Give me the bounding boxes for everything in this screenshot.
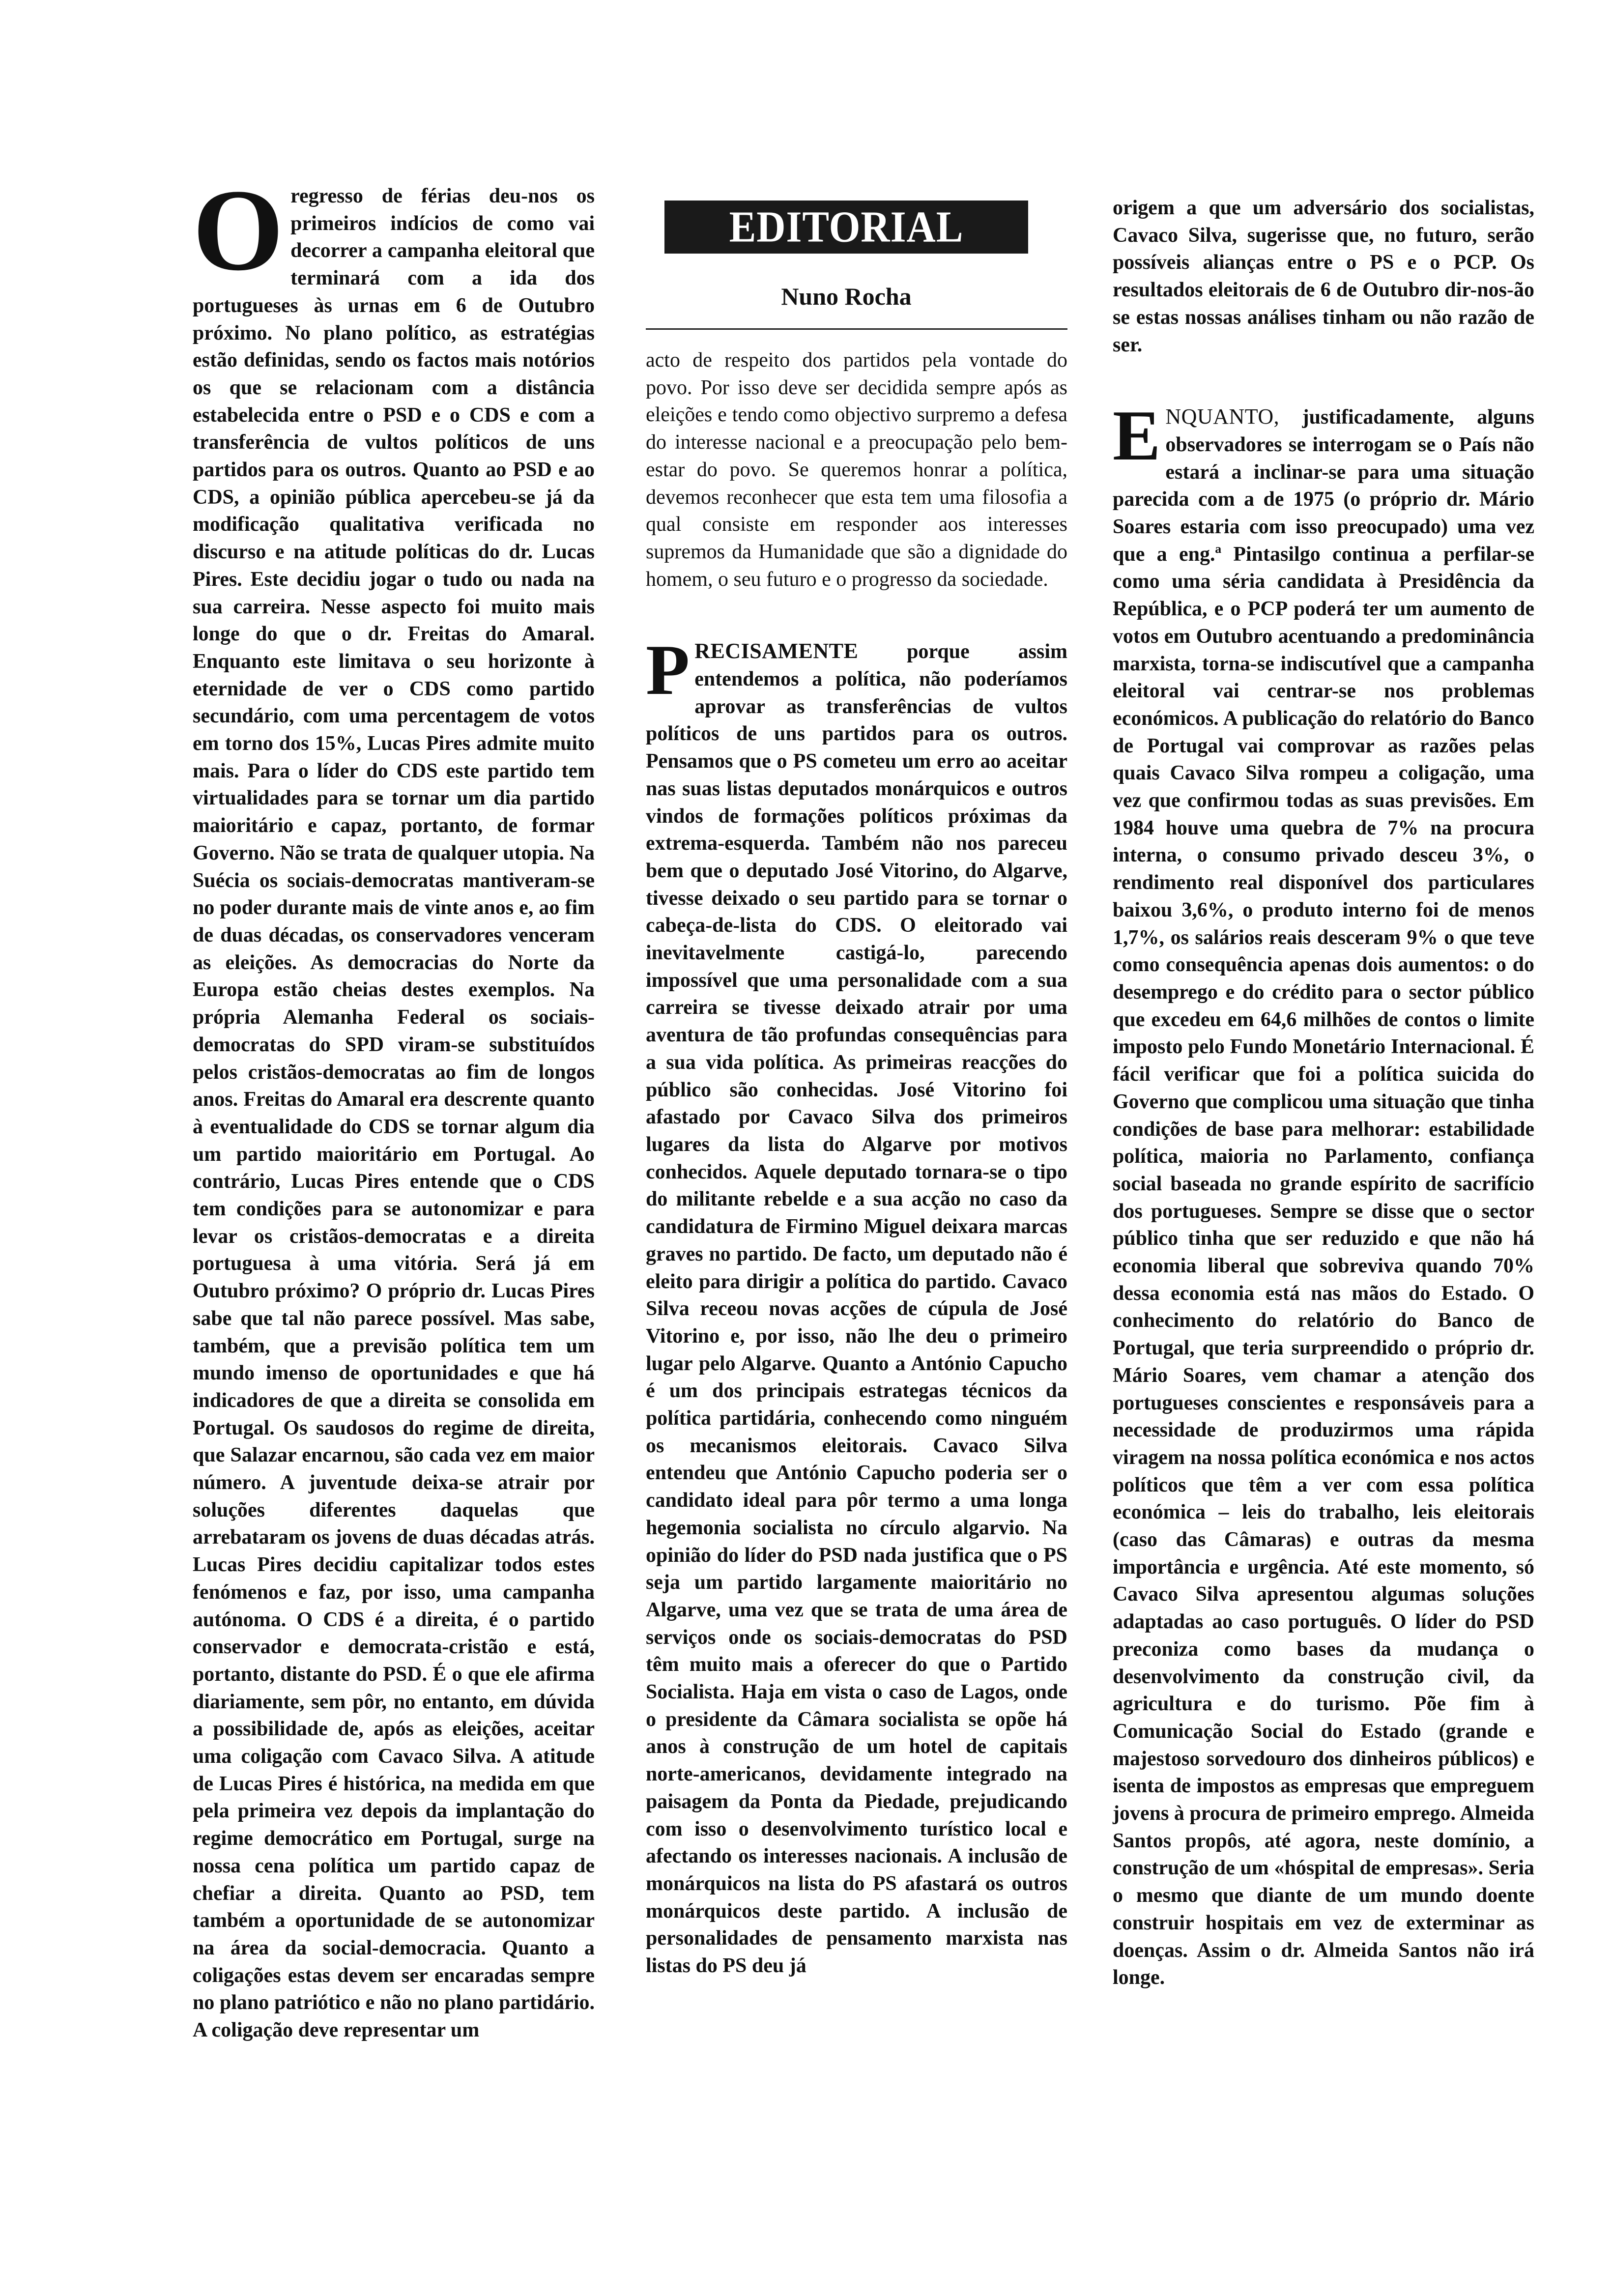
drop-cap: P [646, 630, 690, 710]
opening-paragraph [193, 166, 595, 2044]
drop-cap: O [193, 166, 284, 295]
article-column-1 [193, 166, 595, 2044]
paragraph-text: porque assim entendemos a política, não poderíamos aprovar as transferências de vultos políticos de uns partidos para os outros. Pensamos que o PS cometeu um erro ao aceitar nas suas listas deputados monárquicos e outros vindos de formações políticos próximas da extrema-esquerda. Também não nos pareceu bem que o deputado José Vitorino, do Algarve, tivesse deixado o seu partido para se tornar o cabeça-de-lista do CDS. O eleitorado vai inevitavelmente castigá-lo, parecendo impossível que uma personalidade com a sua carreira se tivesse deixado atrair por uma aventura de tão profundas consequências para a sua vida política. As primeiras reacções do público são conhecidas. José Vitorino foi afastado por Cavaco Silva dos primeiros lugares da lista do Algarve por motivos conhecidos. Aquele deputado tornara-se o tipo do militante rebelde e a sua acção no caso da candidatura de Firmino Miguel deixara marcas graves no partido. De facto, um deputado não é eleito para dirigir a política do partido. Cavaco Silva receou novas acções de cúpula de José Vitorino e, por isso, não lhe deu o primeiro lugar pelo Algarve. Quanto a António Capucho é um dos principais estrategas técnicos da política partidária, conhecendo como ninguém os mecanismos eleitorais. Cavaco Silva entendeu que António Capucho poderia ser o candidato ideal para pôr termo a uma longa hegemonia socialista no círculo algarvio. Na opinião do líder do PSD nada justifica que o PS seja um partido largamente maioritário no Algarve, uma vez que se trata de uma área de serviços onde os sociais-democratas do PSD têm muito mais a oferecer do que o Partido Socialista. Haja em vista o caso de Lagos, onde o presidente da Câmara socialista se opõe há anos à construção de um hotel de capitais norte-americanos, devidamente integrado na paisagem da Ponta da Piedade, prejudicando com isso o desenvolvimento turístico local e afectando os interesses nacionais. A inclusão de monárquicos na lista do PS afastará os outros monárquicos deste partido. A inclusão de personalidades de pensamento marxista nas listas do PS deu já [646, 640, 1067, 1978]
lead-word: NQUANTO, [1165, 404, 1280, 429]
paragraph-text: justificadamente, alguns observadores se interrogam se o País não estará a inclinar-se para uma situação parecida com a de 1975 (o próprio dr. Mário Soares estaria com isso preocupado) uma vez que a eng.ª Pintasilgo continua a perfilar-se como uma séria candidata à Presidência da República, e o PCP poderá ter um aumento de votos em Outubro acentuando a predominância marxista, torna-se indiscutível que a campanha eleitoral vai centrar-se nos problemas económicos. A publicação do relatório do Banco de Portugal vai comprovar as razões pelas quais Cavaco Silva rompeu a coligação, uma vez que confirmou todas as suas previsões. Em 1984 houve uma quebra de 7% na procura interna, o consumo privado desceu 3%, o rendimento real disponível dos particulares baixou 3,6%, o produto interno foi de menos 1,7%, os salários reais desceram 9% o que teve como consequência apenas dois aumentos: o do desemprego e do crédito para o sector público que excedeu em 64,6 milhões de contos o limite imposto pelo Fundo Monetário Internacional. É fácil verificar que foi a política suicida do Governo que complicou uma situação que tinha condições de base para melhorar: estabilidade política, maioria no Parlamento, confiança social baseada no grande espírito de sacrifício dos portugueses. Sempre se disse que o sector público tinha que ser reduzido e que não há economia liberal que sobreviva quando 70% dessa economia está nas mãos do Estado. O conhecimento do relatório do Banco de Portugal, que teria surpreendido o próprio dr. Mário Soares, vem chamar a atenção dos portugueses conscientes e responsáveis para a necessidade de produzirmos uma rápida viragem na nossa política económica e nos actos políticos que têm a ver com essa política económica – leis do trabalho, leis eleitorais (caso das Câmaras) e outras da mesma importância e urgência. Até este momento, só Cavaco Silva apresentou algumas soluções adaptadas ao caso português. O líder do PSD preconiza como bases da mudança o desenvolvimento da construção civil, da agricultura e do turismo. Põe fim à Comunicação Social do Estado (grande e majestoso sorvedouro dos dinheiros públicos) e isenta de impostos as empresas que empreguem jovens à procura de primeiro emprego. Almeida Santos propôs, até agora, neste domínio, a construção de um «hóspital de empresas». Seria o mesmo que diante de um mundo doente construir hospitais em vez de exterminar as doenças. Assim o dr. Almeida Santos não irá longe. [1113, 406, 1534, 1989]
lead-word: RECISAMENTE [694, 639, 859, 663]
author-byline: Nuno Rocha [781, 283, 912, 310]
paragraph-text: regresso de férias deu-nos os primeiros indícios de como vai decorrer a campanha eleitoral que terminará com a ida dos portugueses às urnas em 6 de Outubro próximo. No plano político, as estratégias estão definidas, sendo os factos mais notórios os que se relacionam com a distância estabelecida entre o PSD e o CDS e com a transferência de vultos políticos de uns partidos para os outros. Quanto ao PSD e ao CDS, a opinião pública apercebeu-se já da modificação qualitativa verificada no discurso e na atitude políticas do dr. Lucas Pires. Este decidiu jogar o tudo ou nada na sua carreira. Nesse aspecto foi muito mais longe do que o dr. Freitas do Amaral. Enquanto este limitava o seu horizonte à eternidade de ver o CDS como partido secundário, com uma percentagem de votos em torno dos 15%, Lucas Pires admite muito mais. Para o líder do CDS este partido tem virtualidades para se tornar um dia partido maioritário e capaz, portanto, de formar Governo. Não se trata de qualquer utopia. Na Suécia os sociais-democratas mantiveram-se no poder durante mais de vinte anos e, ao fim de duas décadas, os conservadores venceram as eleições. As democracias do Norte da Europa estão cheias destes exemplos. Na própria Alemanha Federal os sociais-democratas do SPD viram-se substituídos pelos cristãos-democratas ao fim de longos anos. Freitas do Amaral era descrente quanto à eventualidade do CDS se tornar algum dia um partido maioritário em Portugal. Ao contrário, Lucas Pires entende que o CDS tem condições para se autonomizar e para levar os cristãos-democratas e a direita portuguesa à uma vitória. Será já em Outubro próximo? O próprio dr. Lucas Pires sabe que tal não parece possível. Mas sabe, também, que a previsão política tem um mundo imenso de oportunidades e que há indicadores de que a direita se consolida em Portugal. Os saudosos do regime de direita, que Salazar encarnou, são cada vez em maior número. A juventude deixa-se atrair por soluções diferentes daquelas que arrebataram os jovens de duas décadas atrás. Lucas Pires decidiu capitalizar todos estes fenómenos e faz, por isso, uma campanha autónoma. O CDS é a direita, é o partido conservador e democrata-cristão e está, portanto, distante do PSD. É o que ele afirma diariamente, sem pôr, no entanto, em dúvida a possibilidade de, após as eleições, aceitar uma coligação com Cavaco Silva. A atitude de Lucas Pires é histórica, na medida em que pela primeira vez depois da implantação do regime democrático em Portugal, surge na nossa cena política um partido capaz de chefiar a direita. Quanto ao PSD, tem também a oportunidade de se autonomizar na área da social-democracia. Quanto a coligações estas devem ser encaradas sempre no plano patriótico e não no plano partidário. A coligação deve representar um [193, 185, 595, 2042]
article-column-2 [646, 347, 1067, 1980]
paragraph: origem a que um adversário dos socialistas, Cavaco Silva, sugerisse que, no futuro, serão possíveis alianças entre o PS e o PCP. Os resultados eleitorais de 6 de Outubro dir-nos-ão se estas nossas análises tinham ou não razão de ser. [1113, 197, 1534, 356]
section-title: EDITORIAL [729, 202, 964, 252]
article-column-3 [1113, 195, 1534, 1992]
paragraph: acto de respeito dos partidos pela vontade do povo. Por isso deve ser decidida sempre após as eleições e tendo como objectivo surpremo a defesa do interesse nacional e a preocupação pelo bem-estar do povo. Se queremos honrar a política, devemos reconhecer que esta tem uma filosofia a qual consiste em responder aos interesses supremos da Humanidade que são a dignidade do homem, o seu futuro e o progresso da sociedade. [646, 349, 1067, 591]
divider [646, 328, 1067, 330]
paragraph-gap [1113, 359, 1534, 403]
paragraph-gap [646, 593, 1067, 637]
drop-cap: E [1113, 396, 1161, 476]
paragraph [1113, 396, 1534, 1992]
paragraph [646, 630, 1067, 1980]
editorial-banner [664, 201, 1028, 254]
